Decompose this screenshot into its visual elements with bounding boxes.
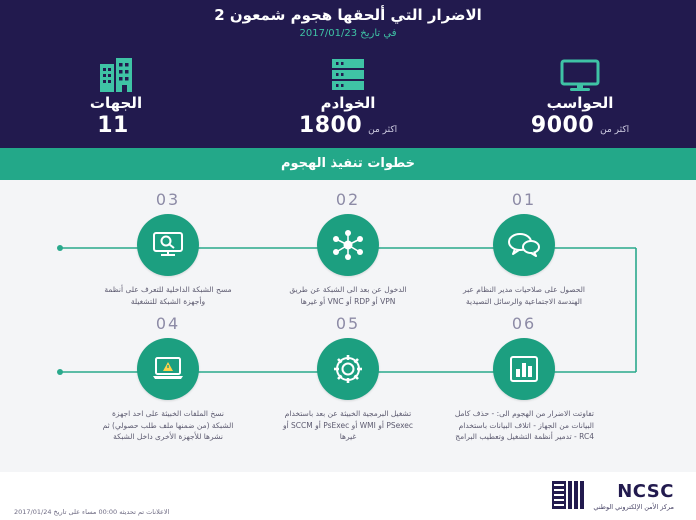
footer-note: الاعلانات تم تحديثه 00:00 مساء على تاريخ 2017/01/24 [14, 508, 170, 516]
step-06-number: 06 [511, 314, 537, 333]
logo-name: NCSC [617, 481, 674, 502]
stat-entities-label: الجهات [89, 94, 143, 112]
logo-subtitle: مركز الأمن الإلكتروني الوطني [593, 503, 674, 511]
step-02-number: 02 [335, 190, 361, 209]
page-title: الاضرار التي ألحقها هجوم شمعون 2 [214, 6, 482, 24]
stat-servers-value: 1800 [298, 113, 363, 138]
laptop-alert-icon [137, 338, 199, 400]
step-04-description: نسخ الملفات الخبيثة على احد اجهزة الشبكة (من ضمنها ملف طلب حصولي) ثم نشرها للأجهزة الأخرى داخل الشبكة [102, 409, 234, 442]
step-01-number: 01 [511, 190, 537, 209]
monitor-icon [480, 58, 680, 92]
stat-entities-value: 11 [97, 113, 129, 138]
step-03-description: مسح الشبكة الداخلية للتعرف على أنظمة وأجهزة الشبكة للتشغيلة [104, 285, 232, 306]
stat-servers [248, 58, 448, 138]
server-icon [248, 58, 448, 92]
gear-icon [317, 338, 379, 400]
chat-bubbles-icon [493, 214, 555, 276]
ncsc-logo [551, 480, 674, 514]
step-01 [444, 190, 604, 307]
stat-computers-label: الحواسب [546, 94, 614, 112]
step-03-number: 03 [155, 190, 181, 209]
steps-area [0, 180, 696, 472]
step-01-description: الحصول على صلاحيات مدير النظام عبر الهندسة الاجتماعية والرسائل التصيدية [462, 285, 586, 306]
section-title: خطوات تنفيذ الهجوم [280, 156, 416, 171]
logo-mark-icon [551, 480, 585, 514]
stats-row [0, 58, 696, 142]
step-04 [88, 314, 248, 443]
bar-chart-icon [493, 338, 555, 400]
step-02 [268, 190, 428, 307]
stat-servers-label: الخوادم [320, 94, 376, 112]
stat-servers-prefix: اكثر من [368, 125, 398, 135]
step-03 [88, 190, 248, 307]
section-band [0, 148, 696, 180]
step-02-description: الدخول عن بعد الى الشبكة عن طريق VPN أو RDP أو VNC أو غيرها [289, 285, 407, 306]
stat-computers [480, 58, 680, 138]
building-icon [16, 58, 216, 92]
step-06-description: تفاوتت الاضرار من الهجوم الى: - حذف كامل البيانات من الجهاز - اتلاف البيانات باستخدام RC4 - تدمير أنظمة التشغيل وتعطيب البرامج [454, 409, 594, 442]
network-scan-icon [137, 214, 199, 276]
step-05 [268, 314, 428, 443]
stat-computers-value: 9000 [530, 113, 595, 138]
step-05-description: تشغيل البرمجية الخبيثة عن بعد باستخدام PSexec أو WMI أو PsExec أو SCCM أو غيرها [282, 409, 414, 442]
step-05-number: 05 [335, 314, 361, 333]
network-nodes-icon [317, 214, 379, 276]
step-04-number: 04 [155, 314, 181, 333]
stat-entities [16, 58, 216, 138]
step-06 [444, 314, 604, 443]
footer [0, 472, 696, 520]
stat-computers-prefix: اكثر من [600, 125, 630, 135]
page-subtitle: في تاريخ 2017/01/23 [299, 28, 397, 39]
